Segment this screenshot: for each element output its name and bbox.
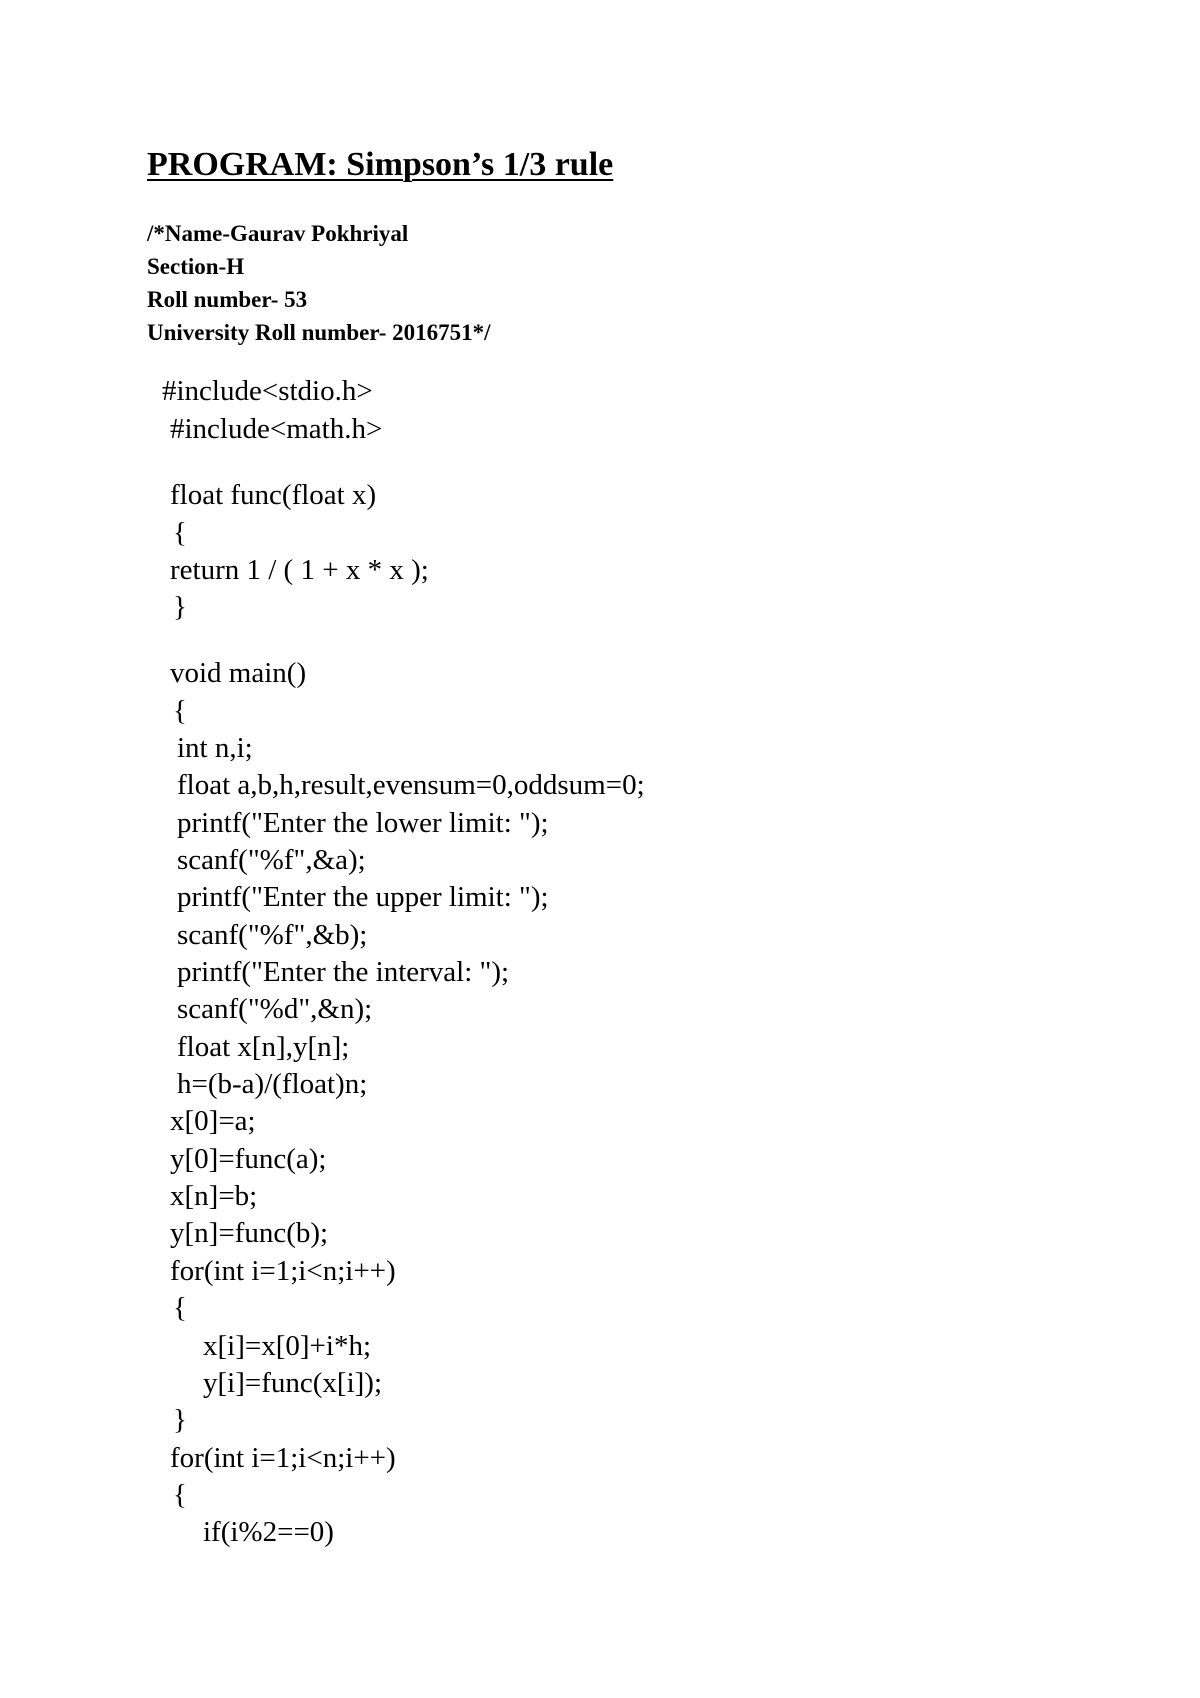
university-roll-line: University Roll number- 2016751*/ <box>147 320 491 345</box>
code-line: } <box>173 591 187 623</box>
author-name-line: /*Name-Gaurav Pokhriyal <box>147 221 409 246</box>
code-line: return 1 / ( 1 + x * x ); <box>170 554 429 586</box>
roll-number-line: Roll number- 53 <box>147 287 308 312</box>
code-line: x[n]=b; <box>170 1180 258 1212</box>
code-line: { <box>173 517 187 549</box>
code-line: scanf("%d",&n); <box>177 993 373 1025</box>
code-line: scanf("%f",&b); <box>177 919 368 951</box>
code-line: printf("Enter the interval: "); <box>177 956 510 988</box>
code-line: void main() <box>170 657 307 689</box>
code-line: int n,i; <box>177 732 253 764</box>
code-line: { <box>173 695 187 727</box>
page-title: PROGRAM: Simpson’s 1/3 rule <box>147 146 614 183</box>
code-line: float x[n],y[n]; <box>177 1031 350 1063</box>
section-line: Section-H <box>147 254 245 279</box>
code-line: if(i%2==0) <box>203 1516 334 1548</box>
code-line: #include<stdio.h> <box>162 375 373 407</box>
code-line: printf("Enter the lower limit: "); <box>177 807 549 839</box>
code-line: printf("Enter the upper limit: "); <box>177 881 549 913</box>
code-line: x[i]=x[0]+i*h; <box>203 1330 372 1362</box>
code-line: for(int i=1;i<n;i++) <box>170 1255 396 1287</box>
code-line: y[0]=func(a); <box>170 1143 327 1175</box>
code-line: { <box>173 1292 187 1324</box>
code-line: scanf("%f",&a); <box>177 844 366 876</box>
code-line: h=(b-a)/(float)n; <box>177 1068 368 1100</box>
code-line: float func(float x) <box>170 479 377 511</box>
code-line: float a,b,h,result,evensum=0,oddsum=0; <box>177 769 645 801</box>
code-line: for(int i=1;i<n;i++) <box>170 1442 396 1474</box>
code-line: y[n]=func(b); <box>170 1217 329 1249</box>
code-line: y[i]=func(x[i]); <box>203 1367 382 1399</box>
code-line: #include<math.h> <box>170 413 383 445</box>
code-line: x[0]=a; <box>170 1105 256 1137</box>
code-line: } <box>173 1404 187 1436</box>
code-line: { <box>173 1479 187 1511</box>
